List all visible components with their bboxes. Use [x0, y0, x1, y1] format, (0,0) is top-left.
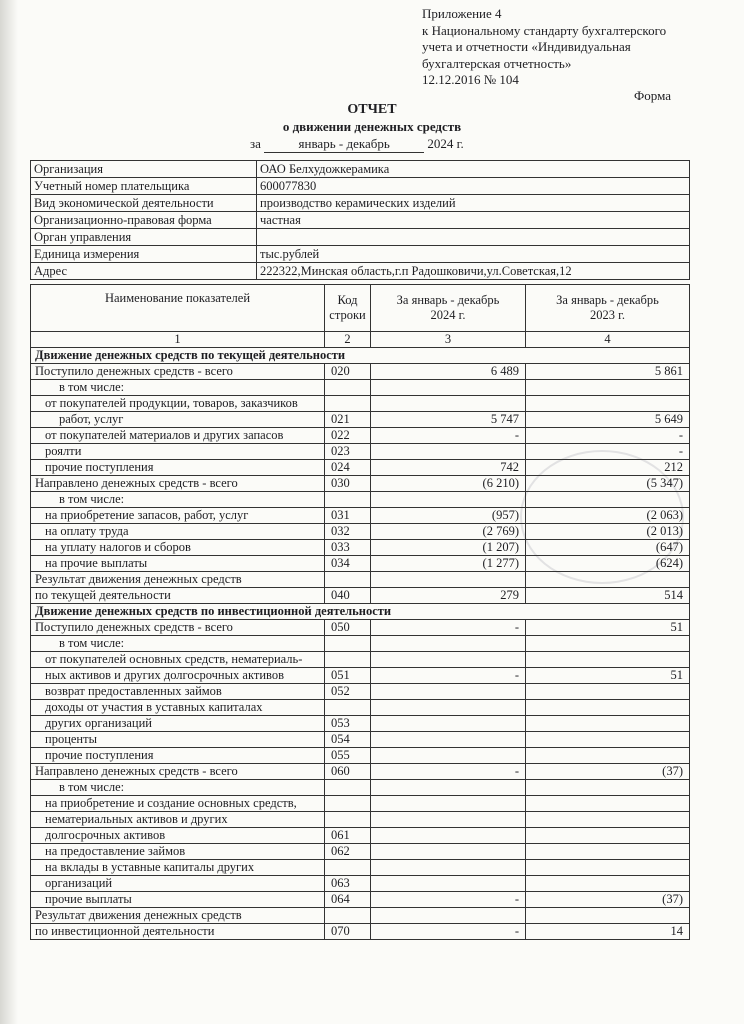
- indicator-name: в том числе:: [31, 492, 325, 508]
- indicator-name: нематериальных активов и других: [31, 812, 325, 828]
- column-number-row: [31, 332, 690, 348]
- value-2024: -: [371, 428, 526, 444]
- line-code: [325, 908, 371, 924]
- appendix-line: к Национальному стандарту бухгалтерского: [422, 22, 667, 38]
- line-code: 051: [325, 668, 371, 684]
- value-2024: [371, 732, 526, 748]
- appendix-line: учета и отчетности «Индивидуальная: [422, 39, 631, 54]
- column-number: 3: [371, 332, 526, 348]
- value-2024: -: [371, 668, 526, 684]
- info-value: [257, 229, 690, 246]
- indicator-name: на приобретение и создание основных средств,: [31, 796, 325, 812]
- value-2024: [371, 716, 526, 732]
- value-2024: [371, 652, 526, 668]
- line-code: 033: [325, 540, 371, 556]
- line-code: 022: [325, 428, 371, 444]
- indicator-name: на вклады в уставные капиталы других: [31, 860, 325, 876]
- value-2023: (2 013): [526, 524, 690, 540]
- table-row: [31, 588, 690, 604]
- line-code: 064: [325, 892, 371, 908]
- value-2024: 6 489: [371, 364, 526, 380]
- line-code: 021: [325, 412, 371, 428]
- value-2024: [371, 908, 526, 924]
- table-row: [31, 524, 690, 540]
- table-row: [31, 636, 690, 652]
- table-row: [31, 908, 690, 924]
- line-code: [325, 860, 371, 876]
- column-number: 4: [526, 332, 690, 348]
- value-2023: [526, 812, 690, 828]
- info-row: [31, 195, 690, 212]
- value-2023: [526, 796, 690, 812]
- line-code: 060: [325, 764, 371, 780]
- indicator-name: возврат предоставленных займов: [31, 684, 325, 700]
- indicator-name: проценты: [31, 732, 325, 748]
- table-row: [31, 716, 690, 732]
- indicator-name: работ, услуг: [31, 412, 325, 428]
- table-row: [31, 668, 690, 684]
- indicator-name: по инвестиционной деятельности: [31, 924, 325, 940]
- indicator-name: на оплату труда: [31, 524, 325, 540]
- indicator-name: прочие поступления: [31, 460, 325, 476]
- value-2023: [526, 748, 690, 764]
- table-row: [31, 732, 690, 748]
- line-code: [325, 380, 371, 396]
- cash-flow-table: [30, 284, 690, 940]
- value-2024: [371, 812, 526, 828]
- line-code: 040: [325, 588, 371, 604]
- line-code: [325, 780, 371, 796]
- indicator-name: долгосрочных активов: [31, 828, 325, 844]
- line-code: [325, 636, 371, 652]
- value-2023: (5 347): [526, 476, 690, 492]
- info-row: [31, 212, 690, 229]
- value-2024: [371, 492, 526, 508]
- line-code: 032: [325, 524, 371, 540]
- value-2024: [371, 380, 526, 396]
- table-row: [31, 492, 690, 508]
- header-2024-line: 2024 г.: [430, 308, 466, 322]
- value-2024: [371, 796, 526, 812]
- table-row: [31, 684, 690, 700]
- info-row: [31, 246, 690, 263]
- scan-edge-shadow: [0, 0, 18, 1024]
- value-2024: -: [371, 924, 526, 940]
- value-2024: [371, 844, 526, 860]
- table-row: [31, 476, 690, 492]
- value-2023: (624): [526, 556, 690, 572]
- line-code: [325, 796, 371, 812]
- line-code: [325, 492, 371, 508]
- value-2023: (37): [526, 764, 690, 780]
- header-2024: [371, 285, 526, 332]
- info-value: частная: [257, 212, 690, 229]
- value-2024: 279: [371, 588, 526, 604]
- table-row: [31, 412, 690, 428]
- appendix-line: бухгалтерская отчетность»: [422, 55, 572, 71]
- info-label: Организация: [31, 161, 257, 178]
- header-code-line: Код: [337, 293, 358, 307]
- value-2023: [526, 396, 690, 412]
- line-code: 054: [325, 732, 371, 748]
- value-2023: [526, 732, 690, 748]
- table-row: [31, 396, 690, 412]
- table-row: [31, 892, 690, 908]
- table-row: [31, 620, 690, 636]
- info-row: [31, 229, 690, 246]
- value-2024: -: [371, 764, 526, 780]
- header-2023: [526, 285, 690, 332]
- table-row: [31, 460, 690, 476]
- period-range: январь - декабрь: [264, 136, 424, 153]
- table-row: [31, 860, 690, 876]
- line-code: [325, 396, 371, 412]
- indicator-name: на прочие выплаты: [31, 556, 325, 572]
- line-code: 061: [325, 828, 371, 844]
- line-code: 030: [325, 476, 371, 492]
- indicator-name: Результат движения денежных средств: [31, 908, 325, 924]
- indicator-name: на приобретение запасов, работ, услуг: [31, 508, 325, 524]
- line-code: [325, 652, 371, 668]
- table-row: [31, 828, 690, 844]
- report-subtitle: о движении денежных средств: [282, 119, 462, 134]
- table-row: [31, 780, 690, 796]
- appendix-line: Приложение 4: [422, 6, 502, 21]
- table-row: [31, 572, 690, 588]
- value-2024: (6 210): [371, 476, 526, 492]
- value-2023: (37): [526, 892, 690, 908]
- indicator-name: Направлено денежных средств - всего: [31, 764, 325, 780]
- line-code: 055: [325, 748, 371, 764]
- indicator-name: от покупателей продукции, товаров, заказчиков: [31, 396, 325, 412]
- header-2024-line: За январь - декабрь: [396, 293, 500, 307]
- value-2024: [371, 684, 526, 700]
- line-code: 034: [325, 556, 371, 572]
- column-number: 2: [325, 332, 371, 348]
- value-2023: (2 063): [526, 508, 690, 524]
- line-code: [325, 700, 371, 716]
- indicator-name: прочие поступления: [31, 748, 325, 764]
- indicator-name: от покупателей основных средств, нематериаль-: [31, 652, 325, 668]
- indicator-name: в том числе:: [31, 636, 325, 652]
- indicator-name: прочие выплаты: [31, 892, 325, 908]
- line-code: 024: [325, 460, 371, 476]
- value-2023: -: [526, 444, 690, 460]
- value-2023: [526, 908, 690, 924]
- value-2023: [526, 876, 690, 892]
- indicator-name: организаций: [31, 876, 325, 892]
- indicator-name: доходы от участия в уставных капиталах: [31, 700, 325, 716]
- value-2023: [526, 652, 690, 668]
- indicator-name: Направлено денежных средств - всего: [31, 476, 325, 492]
- appendix-line: 12.12.2016 № 104: [422, 72, 519, 87]
- line-code: 062: [325, 844, 371, 860]
- indicator-name: на предоставление займов: [31, 844, 325, 860]
- section-title: Движение денежных средств по текущей деятельности: [31, 348, 690, 364]
- value-2023: 5 861: [526, 364, 690, 380]
- info-label: Учетный номер плательщика: [31, 178, 257, 195]
- value-2024: [371, 572, 526, 588]
- table-row: [31, 428, 690, 444]
- value-2024: 742: [371, 460, 526, 476]
- report-period: [250, 136, 464, 153]
- value-2023: 51: [526, 668, 690, 684]
- line-code: 023: [325, 444, 371, 460]
- table-row: [31, 796, 690, 812]
- indicator-name: других организаций: [31, 716, 325, 732]
- value-2023: 14: [526, 924, 690, 940]
- info-value: 222322,Минская область,г.п Радошковичи,ул.Советская,12: [257, 263, 690, 280]
- value-2024: (2 769): [371, 524, 526, 540]
- info-row: [31, 178, 690, 195]
- value-2024: [371, 636, 526, 652]
- info-row: [31, 263, 690, 280]
- line-code: [325, 812, 371, 828]
- table-row: [31, 364, 690, 380]
- header-code: [325, 285, 371, 332]
- header-code-line: строки: [329, 308, 366, 322]
- line-code: 052: [325, 684, 371, 700]
- table-row: [31, 844, 690, 860]
- value-2024: 5 747: [371, 412, 526, 428]
- value-2023: [526, 572, 690, 588]
- table-row: [31, 764, 690, 780]
- header-2023-line: 2023 г.: [590, 308, 625, 322]
- indicator-name: Поступило денежных средств - всего: [31, 620, 325, 636]
- info-label: Адрес: [31, 263, 257, 280]
- value-2023: (647): [526, 540, 690, 556]
- value-2023: 51: [526, 620, 690, 636]
- report-title: ОТЧЕТ: [347, 102, 397, 117]
- value-2023: [526, 716, 690, 732]
- period-year: 2024 г.: [427, 136, 464, 151]
- table-row: [31, 812, 690, 828]
- indicator-name: в том числе:: [31, 780, 325, 796]
- value-2024: [371, 700, 526, 716]
- table-row: [31, 652, 690, 668]
- line-code: 020: [325, 364, 371, 380]
- value-2023: 514: [526, 588, 690, 604]
- value-2023: [526, 684, 690, 700]
- table-row: [31, 748, 690, 764]
- value-2024: [371, 780, 526, 796]
- value-2024: (1 277): [371, 556, 526, 572]
- value-2023: 212: [526, 460, 690, 476]
- info-value: тыс.рублей: [257, 246, 690, 263]
- value-2024: (1 207): [371, 540, 526, 556]
- section-header-row: [31, 348, 690, 364]
- section-title: Движение денежных средств по инвестиционной деятельности: [31, 604, 690, 620]
- line-code: 070: [325, 924, 371, 940]
- info-row: [31, 161, 690, 178]
- table-row: [31, 380, 690, 396]
- column-number: 1: [31, 332, 325, 348]
- info-label: Организационно-правовая форма: [31, 212, 257, 229]
- value-2024: [371, 396, 526, 412]
- info-label: Единица измерения: [31, 246, 257, 263]
- value-2024: [371, 860, 526, 876]
- indicator-name: от покупателей материалов и других запасов: [31, 428, 325, 444]
- value-2024: [371, 444, 526, 460]
- appendix-header: [422, 6, 666, 89]
- section-header-row: [31, 604, 690, 620]
- value-2024: [371, 828, 526, 844]
- indicator-name: в том числе:: [31, 380, 325, 396]
- table-header-row: [31, 285, 690, 332]
- line-code: 063: [325, 876, 371, 892]
- info-value: ОАО Белхудожкерамика: [257, 161, 690, 178]
- info-label: Орган управления: [31, 229, 257, 246]
- table-row: [31, 876, 690, 892]
- value-2024: [371, 876, 526, 892]
- period-prefix: за: [250, 136, 261, 151]
- table-row: [31, 924, 690, 940]
- indicator-name: на уплату налогов и сборов: [31, 540, 325, 556]
- form-label: Форма: [634, 88, 671, 103]
- value-2023: [526, 860, 690, 876]
- value-2024: [371, 748, 526, 764]
- table-row: [31, 540, 690, 556]
- table-row: [31, 700, 690, 716]
- indicator-name: ных активов и других долгосрочных активов: [31, 668, 325, 684]
- value-2023: [526, 636, 690, 652]
- indicator-name: по текущей деятельности: [31, 588, 325, 604]
- header-2023-line: За январь - декабрь: [556, 293, 659, 307]
- value-2023: [526, 780, 690, 796]
- indicator-name: роялти: [31, 444, 325, 460]
- line-code: 053: [325, 716, 371, 732]
- table-row: [31, 444, 690, 460]
- line-code: 050: [325, 620, 371, 636]
- info-value: 600077830: [257, 178, 690, 195]
- value-2023: [526, 828, 690, 844]
- value-2023: [526, 844, 690, 860]
- value-2023: [526, 700, 690, 716]
- info-value: производство керамических изделий: [257, 195, 690, 212]
- value-2023: [526, 380, 690, 396]
- value-2023: [526, 492, 690, 508]
- value-2023: 5 649: [526, 412, 690, 428]
- table-row: [31, 508, 690, 524]
- value-2024: -: [371, 892, 526, 908]
- header-indicators: Наименование показателей: [31, 285, 325, 332]
- value-2024: (957): [371, 508, 526, 524]
- organization-info-table: [30, 160, 690, 280]
- line-code: 031: [325, 508, 371, 524]
- table-row: [31, 556, 690, 572]
- value-2024: -: [371, 620, 526, 636]
- indicator-name: Поступило денежных средств - всего: [31, 364, 325, 380]
- line-code: [325, 572, 371, 588]
- indicator-name: Результат движения денежных средств: [31, 572, 325, 588]
- info-label: Вид экономической деятельности: [31, 195, 257, 212]
- value-2023: -: [526, 428, 690, 444]
